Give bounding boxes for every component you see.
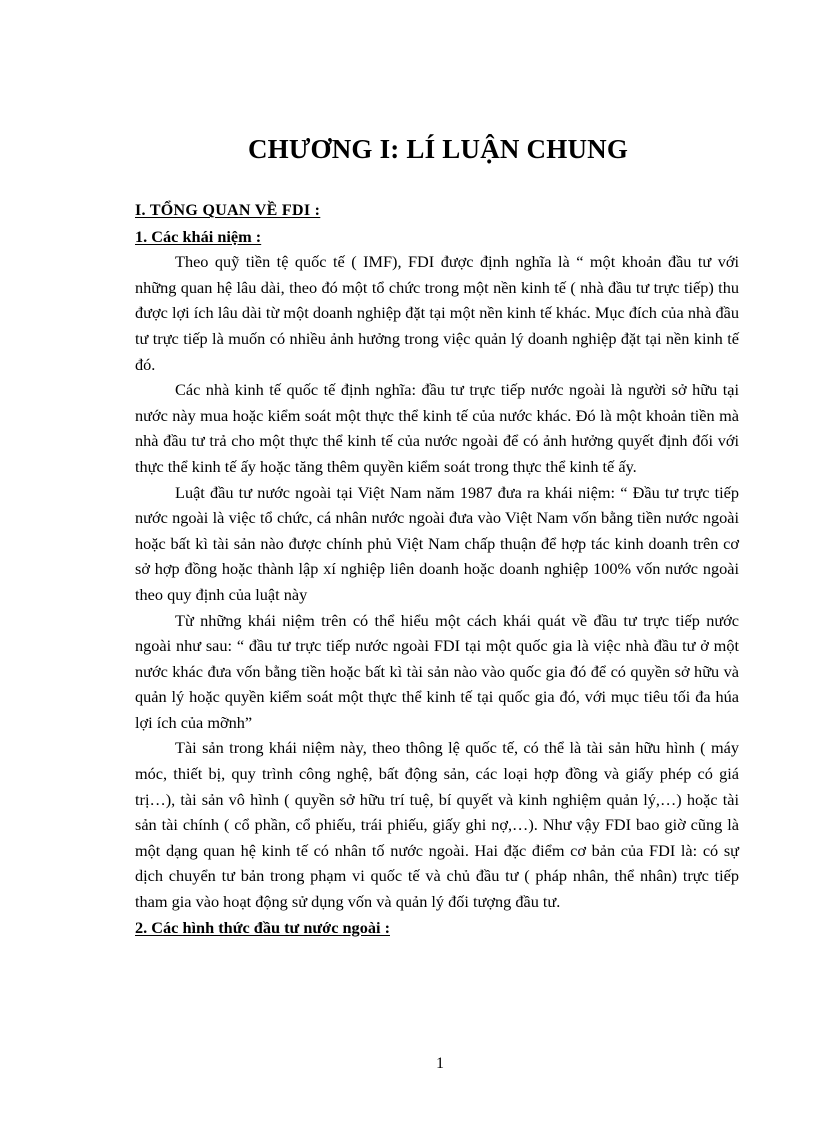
- chapter-title: CHƯƠNG I: LÍ LUẬN CHUNG: [247, 134, 629, 164]
- paragraph-economists-definition: Các nhà kinh tế quốc tế định nghĩa: đầu tư trực tiếp nước ngoài là người sở hữu tại nước này mua hoặc kiểm soát một thực thể kinh tế của nước khác. Đó là một khoản tiền mà nhà đầu tư trả cho một thực thể kinh tế của nước ngoài để có ảnh hưởng quyết định đối với thực thể kinh tế ấy hoặc tăng thêm quyền kiểm soát trong thực thể kinh tế ấy.: [135, 380, 739, 476]
- subsection-heading-concepts: 1. Các khái niệm :: [135, 226, 262, 246]
- paragraph-vietnam-law-definition: Luật đầu tư nước ngoài tại Việt Nam năm 1987 đưa ra khái niệm: “ Đầu tư trực tiếp nước ngoài là việc tổ chức, cá nhân nước ngoài đưa vào Việt Nam vốn bằng tiền nước ngoài hoặc bất kì tài sản nào được chính phủ Việt Nam chấp thuận để hợp tác kinh doanh trên cơ sở hợp đồng hoặc thành lập xí nghiệp liên doanh hoặc doanh nghiệp 100% vốn nước ngoài theo quy định của luật này: [135, 482, 739, 604]
- document-body: [135, 198, 739, 940]
- page-number: 1: [436, 1055, 444, 1072]
- paragraph-imf-definition: Theo quỹ tiền tệ quốc tế ( IMF), FDI được định nghĩa là “ một khoản đầu tư với những quan hệ lâu dài, theo đó một tổ chức trong một nền kinh tế ( nhà đầu tư trực tiếp) thu được lợi ích lâu dài từ một doanh nghiệp đặt tại một nền kinh tế khác. Mục đích của nhà đầu tư trực tiếp là muốn có nhiều ảnh hưởng trong việc quản lý doanh nghiệp đặt tại nền kinh tế đó.: [135, 252, 739, 374]
- paragraph-general-definition: Từ những khái niệm trên có thể hiểu một cách khái quát về đầu tư trực tiếp nước ngoài như sau: “ đầu tư trực tiếp nước ngoài FDI tại một quốc gia là việc nhà đầu tư ở một nước khác đưa vốn bằng tiền hoặc bất kì tài sản nào vào quốc gia đó để có quyền sở hữu và quản lý hoặc quyền kiểm soát một thực thể kinh tế tại quốc gia đó, với mục tiêu tối đa húa lợi ích của mỡnh”: [135, 610, 739, 732]
- subsection-heading-investment-forms: 2. Các hình thức đầu tư nước ngoài :: [135, 917, 390, 937]
- paragraph-assets: Tài sản trong khái niệm này, theo thông lệ quốc tế, có thể là tài sản hữu hình ( máy móc, thiết bị, quy trình công nghệ, bất động sản, các loại hợp đồng và giấy phép có giá trị…), tài sản vô hình ( quyền sở hữu trí tuệ, bí quyết và kinh nghiệm quản lý,…) hoặc tài sản tài chính ( cổ phần, cổ phiếu, trái phiếu, giấy ghi nợ,…). Như vậy FDI bao giờ cũng là một dạng quan hệ kinh tế có nhân tố nước ngoài. Hai đặc điểm cơ bản của FDI là: có sự dịch chuyển tư bản trong phạm vi quốc tế và chủ đầu tư ( pháp nhân, thể nhân) trực tiếp tham gia vào hoạt động sử dụng vốn và quản lý đối tượng đầu tư.: [135, 738, 739, 912]
- section-heading: I. TỔNG QUAN VỀ FDI :: [135, 202, 321, 219]
